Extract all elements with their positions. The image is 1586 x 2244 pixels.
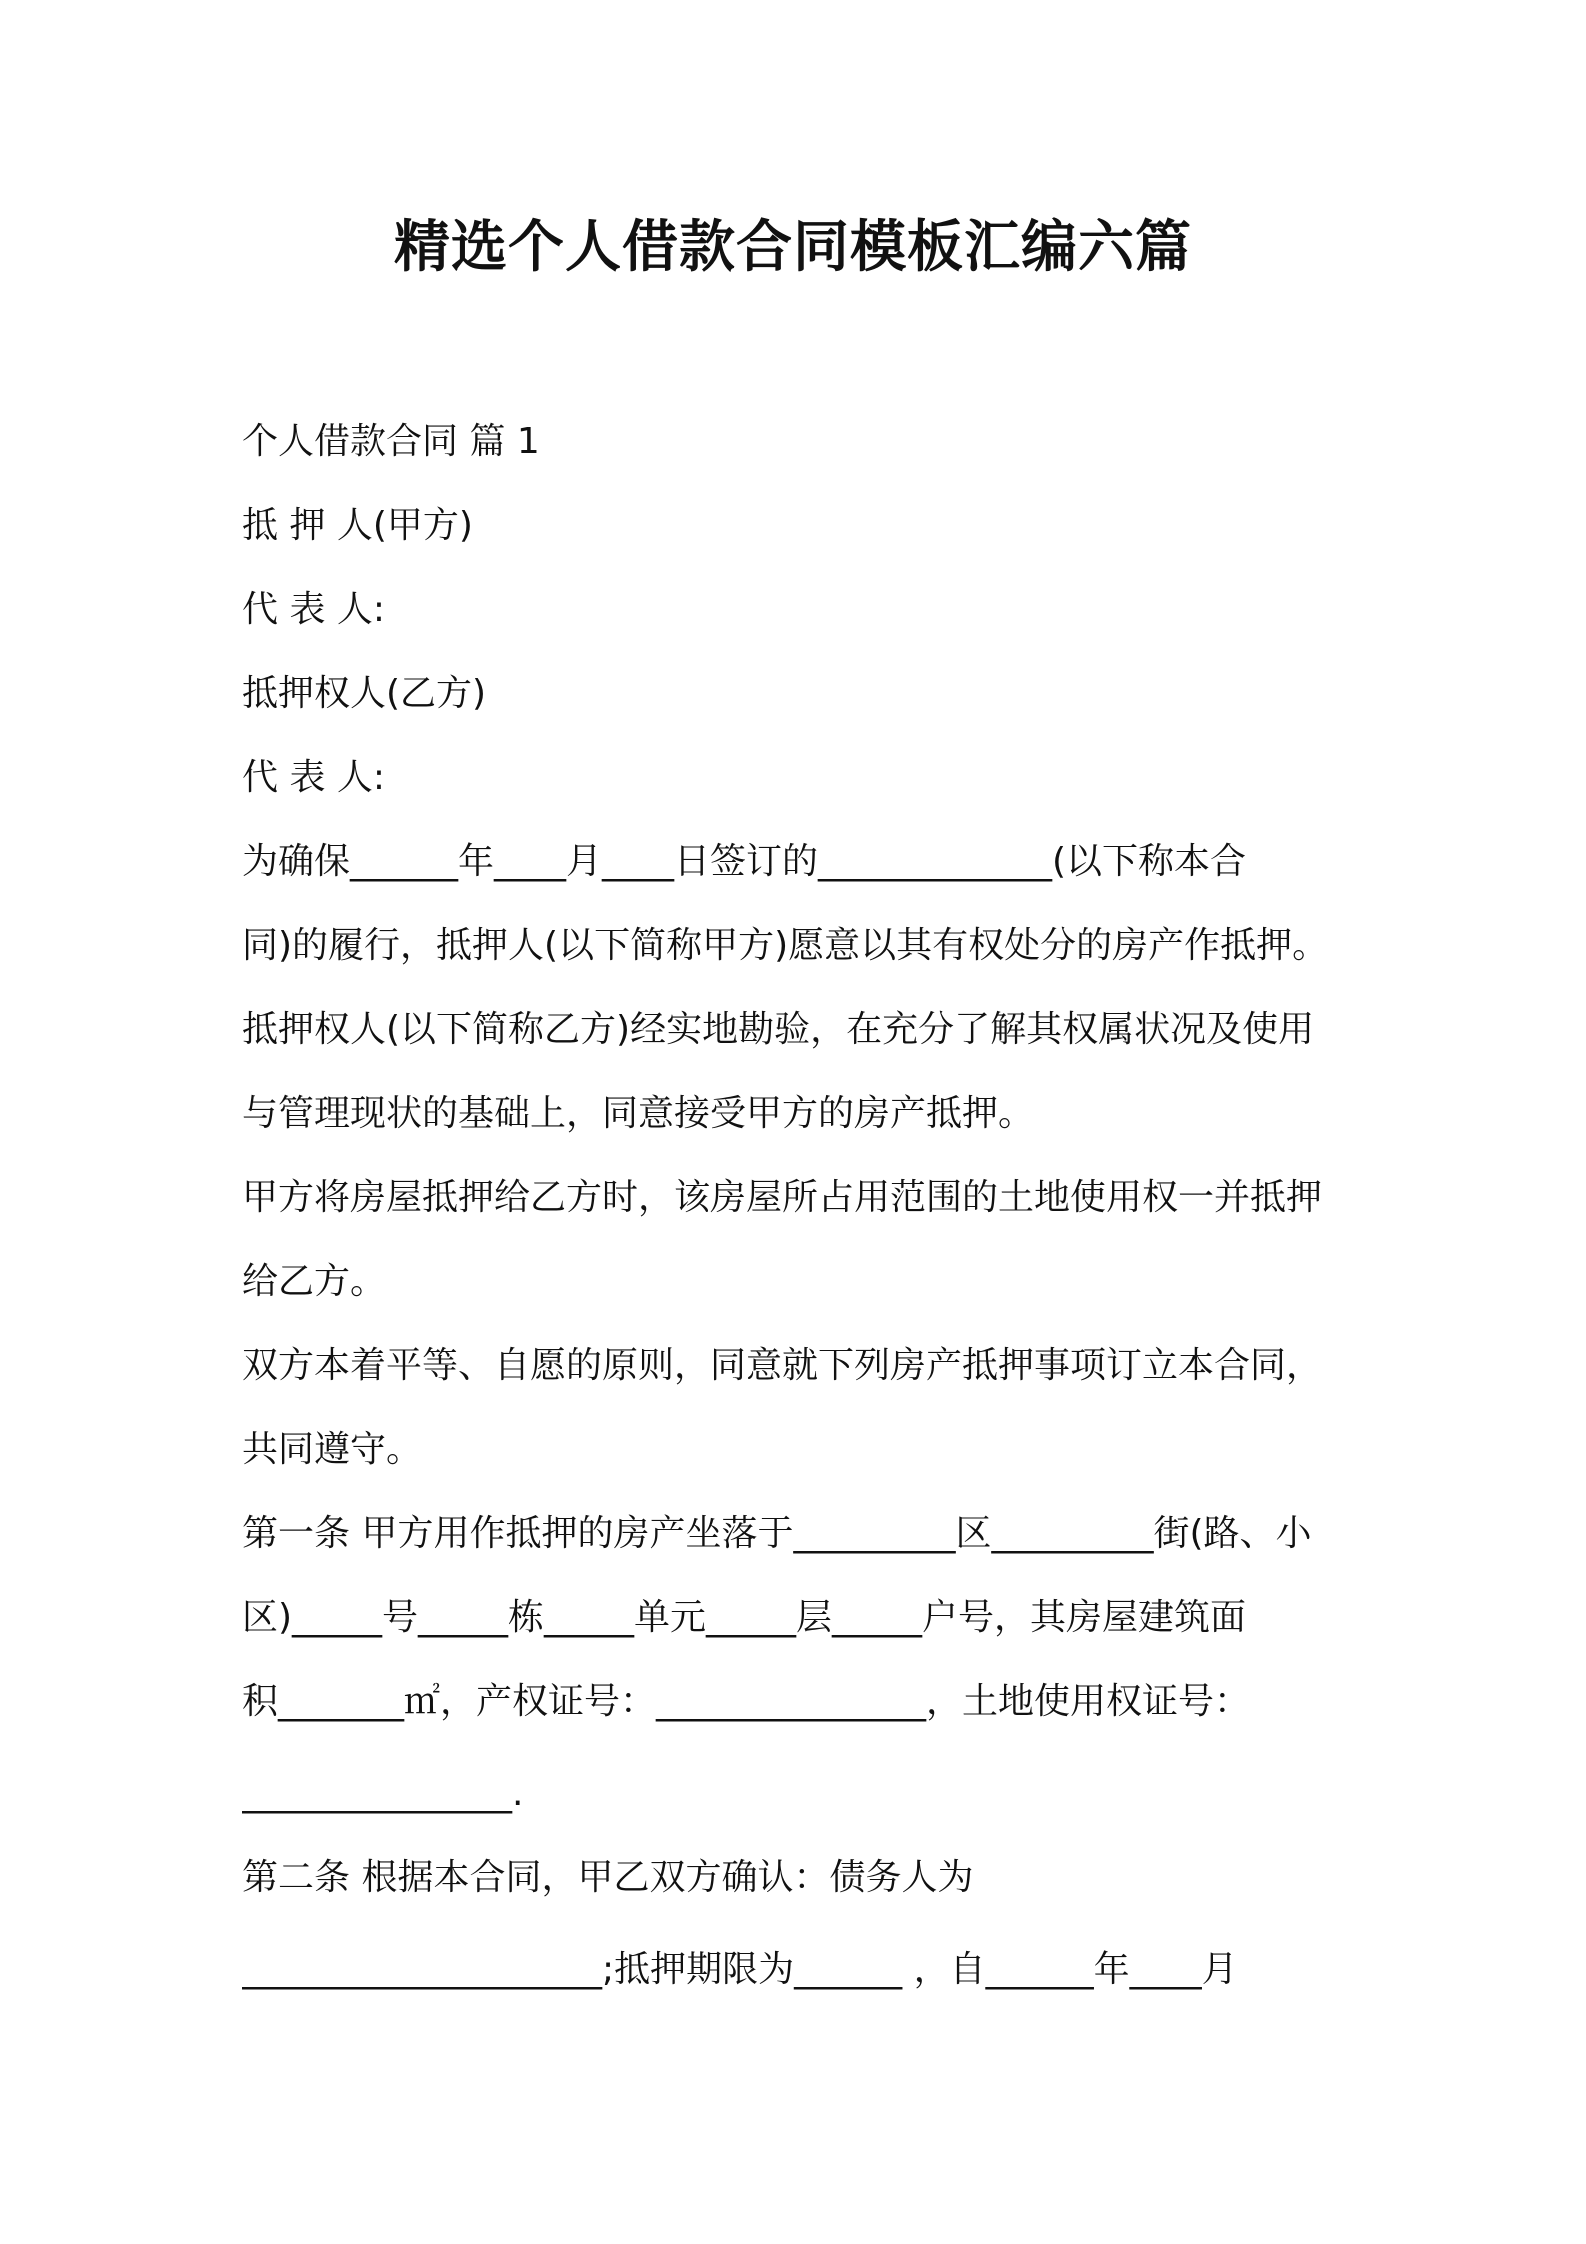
mortgagee-label: 抵押权人(乙方) <box>242 673 487 714</box>
section-heading: 个人借款合同 篇 1 <box>242 421 540 462</box>
paragraph-line: 同)的履行，抵押人(以下简称甲方)愿意以其有权处分的房产作抵押。 <box>242 925 1329 966</box>
paragraph-line: 共同遵守。 <box>242 1429 423 1470</box>
article-line: _______________. <box>242 1773 524 1814</box>
document-body <box>242 400 1358 2012</box>
mortgagor-label: 抵 押 人(甲方) <box>242 505 473 546</box>
article-line: 积_______㎡，产权证号：_______________，土地使用权证号： <box>242 1681 1251 1722</box>
paragraph-line: 与管理现状的基础上，同意接受甲方的房产抵押。 <box>242 1093 1035 1134</box>
paragraph-line: 双方本着平等、自愿的原则，同意就下列房产抵押事项订立本合同， <box>242 1345 1323 1386</box>
article-line: 第一条 甲方用作抵押的房产坐落于_________区_________街(路、小 <box>242 1513 1312 1554</box>
paragraph-line: 为确保______年____月____日签订的_____________(以下称本合 <box>242 841 1247 882</box>
document-title: 精选个人借款合同模板汇编六篇 <box>394 215 1192 280</box>
paragraph-line: 甲方将房屋抵押给乙方时，该房屋所占用范围的土地使用权一并抵押 <box>242 1177 1323 1218</box>
paragraph-line: 给乙方。 <box>242 1261 387 1302</box>
article-line: 第二条 根据本合同，甲乙双方确认：债务人为 <box>242 1857 974 1898</box>
representative-label: 代 表 人: <box>242 589 386 630</box>
article-line: 区)_____号_____栋_____单元_____层_____户号，其房屋建筑面 <box>242 1597 1247 1638</box>
representative-label: 代 表 人: <box>242 757 386 798</box>
paragraph-line: 抵押权人(以下简称乙方)经实地勘验，在充分了解其权属状况及使用 <box>242 1009 1315 1050</box>
article-line: ____________________;抵押期限为______ ，自______年____月 <box>242 1949 1238 1990</box>
